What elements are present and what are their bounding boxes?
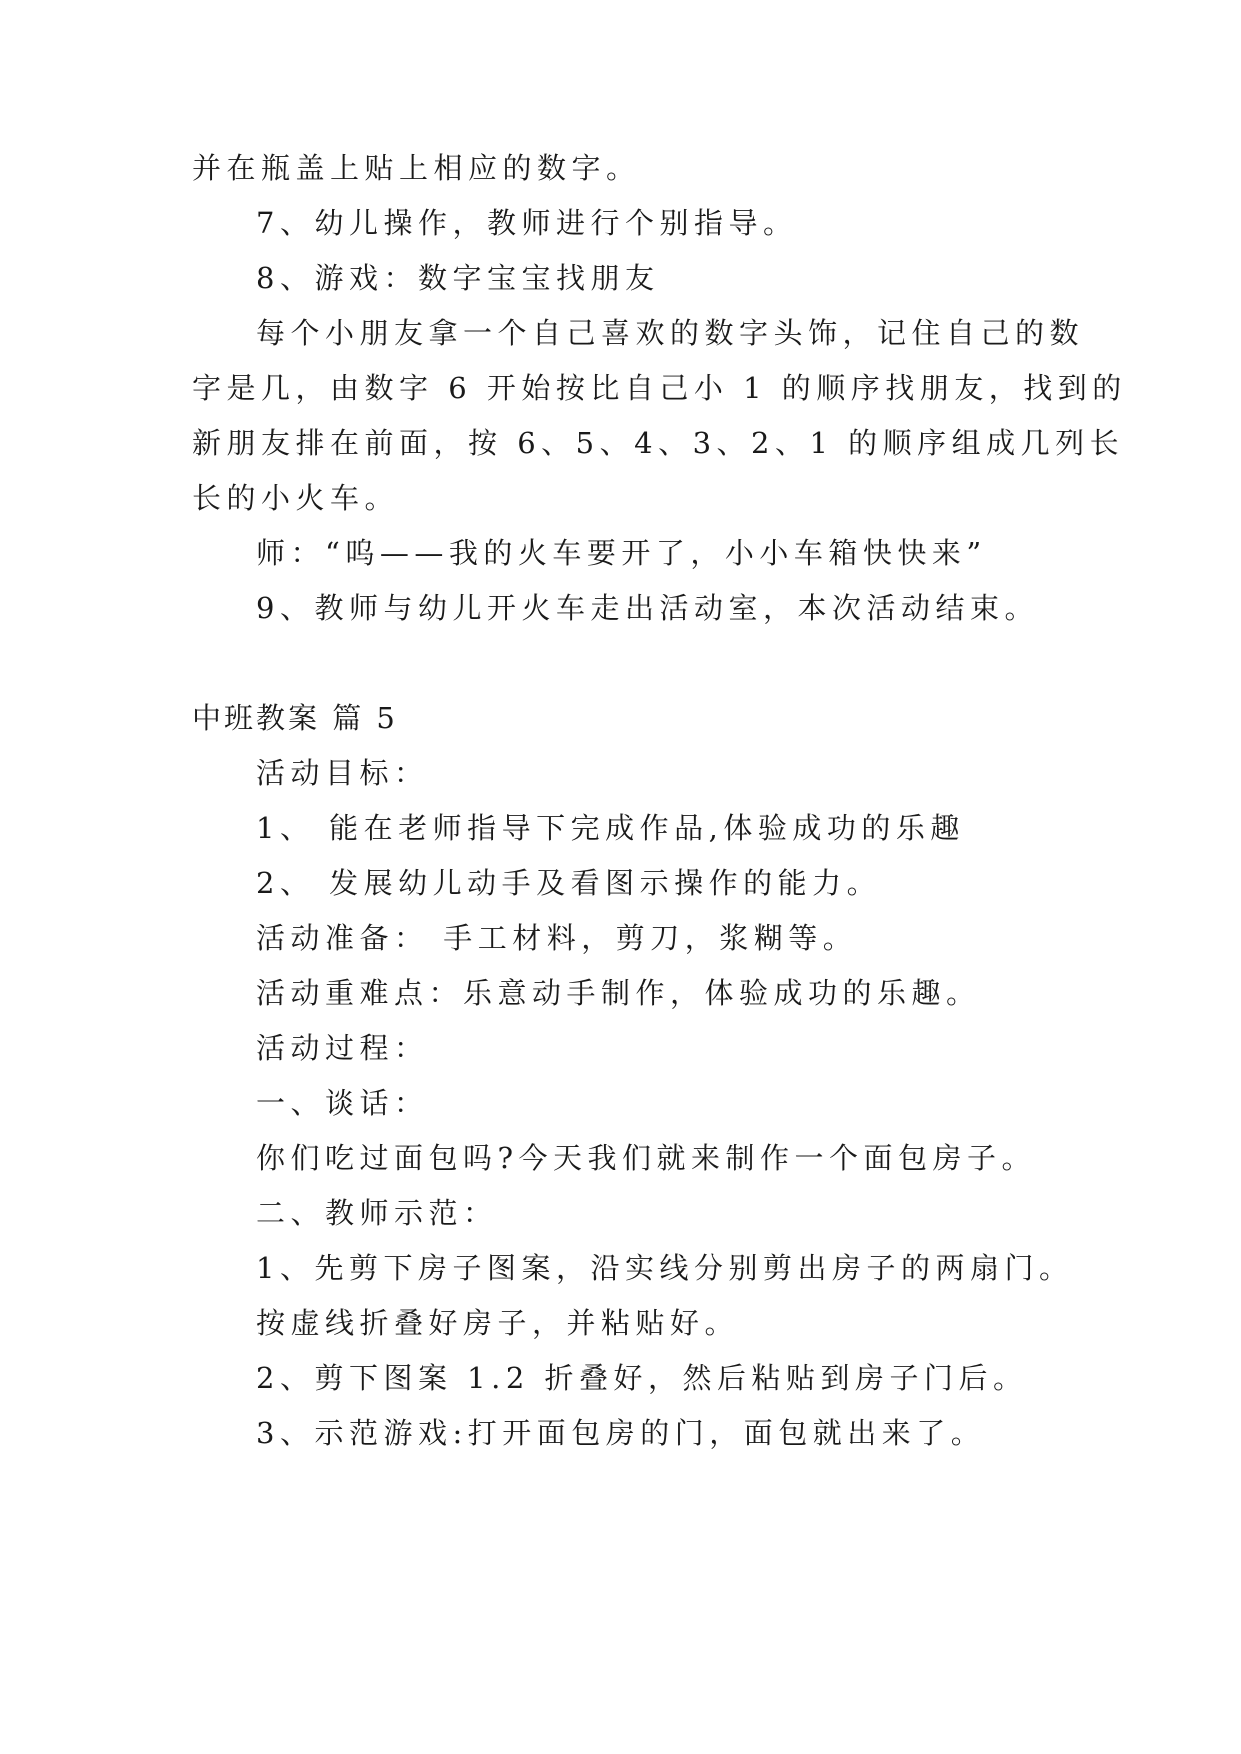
step-line: 按虚线折叠好房子，并粘贴好。 [256,1306,740,1340]
process-heading: 活动过程： [256,1031,429,1065]
paragraph-line: 长的小火车。 [192,481,400,515]
step-9-line: 9、教师与幼儿开火车走出活动室，本次活动结束。 [256,591,1039,625]
paragraph-line: 字是几，由数字 6 开始按比自己小 1 的顺序找朋友，找到的 [192,371,1127,405]
subsection-heading: 一、谈话： [256,1086,429,1120]
preparation-line: 活动准备： 手工材料，剪刀，浆糊等。 [256,921,858,955]
step-line: 1、先剪下房子图案，沿实线分别剪出房子的两扇门。 [256,1251,1074,1285]
teacher-quote-line: 师：“呜——我的火车要开了，小小车箱快快来” [256,536,987,570]
key-points-line: 活动重难点：乐意动手制作，体验成功的乐趣。 [256,976,981,1010]
objective-item: 2、 发展幼儿动手及看图示操作的能力。 [256,866,882,900]
objectives-heading: 活动目标： [256,756,429,790]
step-line: 3、示范游戏:打开面包房的门，面包就出来了。 [256,1416,986,1450]
step-line: 2、剪下图案 1.2 折叠好，然后粘贴到房子门后。 [256,1361,1028,1395]
step-7-line: 7、幼儿操作，教师进行个别指导。 [256,206,798,240]
paragraph-line: 你们吃过面包吗?今天我们就来制作一个面包房子。 [256,1141,1037,1175]
paragraph-line: 新朋友排在前面，按 6、5、4、3、2、1 的顺序组成几列长 [192,426,1125,460]
objective-item: 1、 能在老师指导下完成作品,体验成功的乐趣 [256,811,965,845]
step-8-line: 8、游戏：数字宝宝找朋友 [256,261,660,295]
paragraph-line: 每个小朋友拿一个自己喜欢的数字头饰，记住自己的数 [256,316,1085,350]
section-title: 中班教案 篇 5 [192,701,398,735]
paragraph-line: 并在瓶盖上贴上相应的数字。 [192,151,641,185]
subsection-heading: 二、教师示范： [256,1196,498,1230]
